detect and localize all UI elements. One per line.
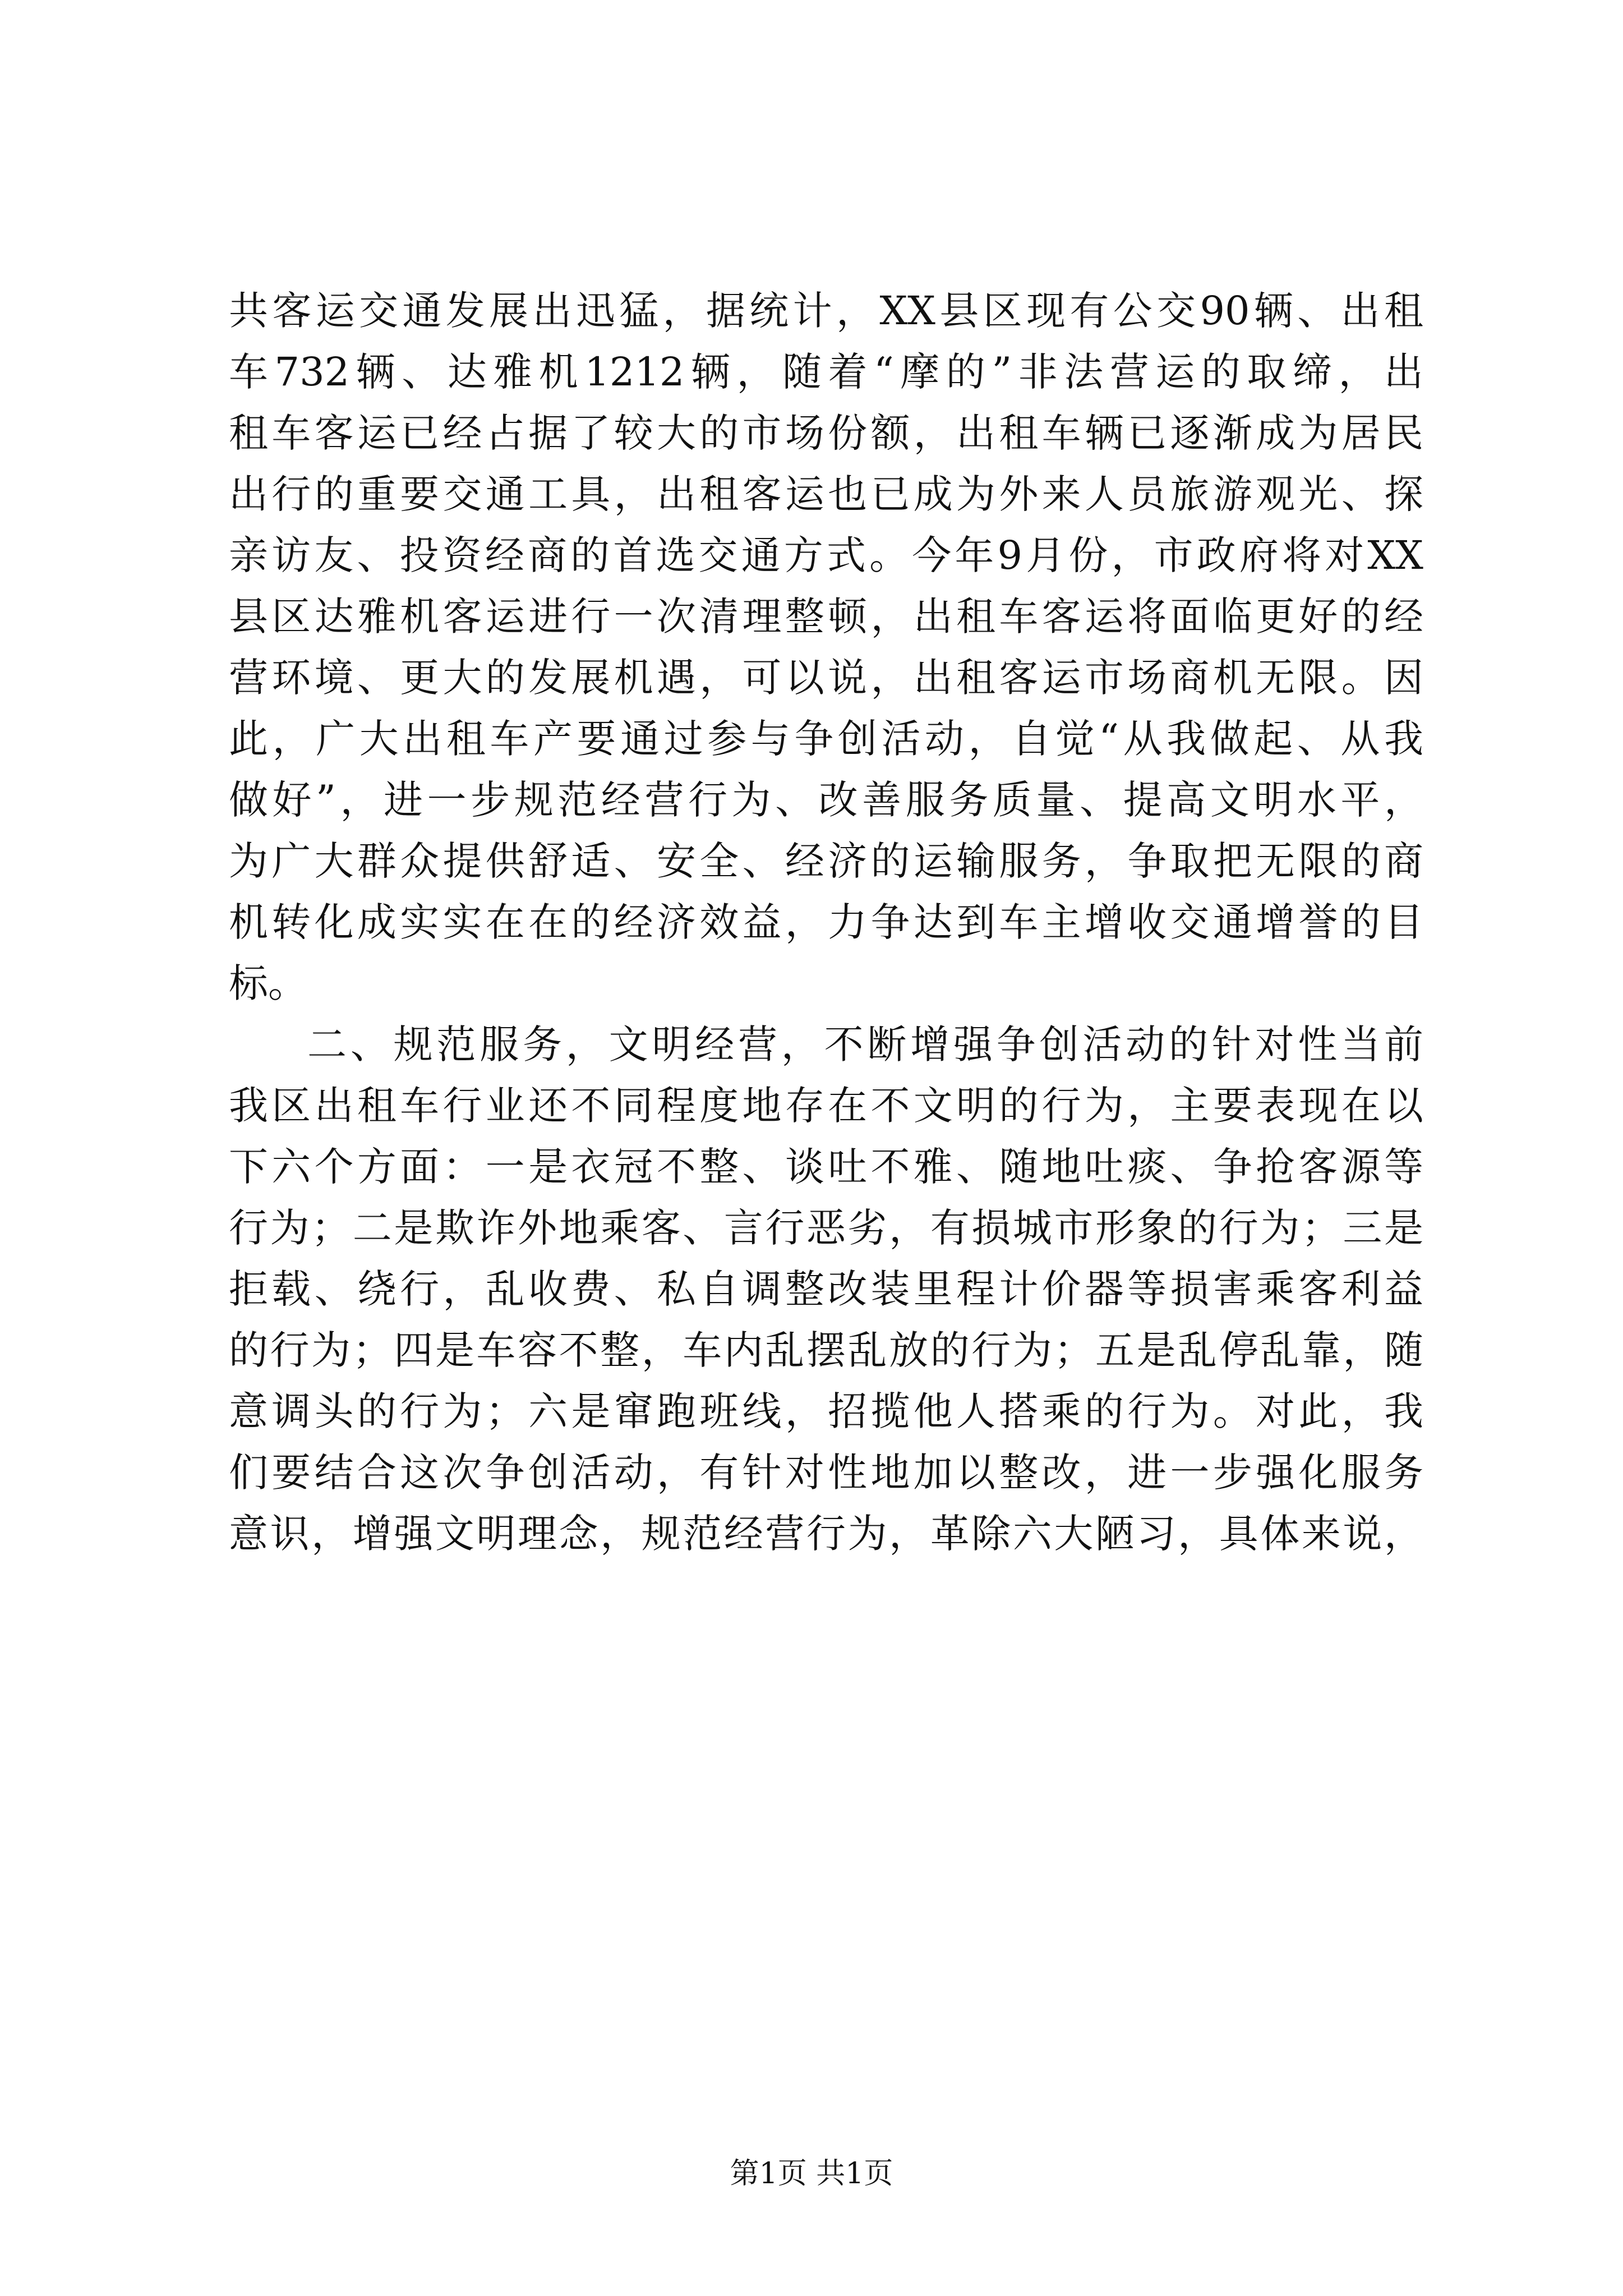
paragraph-1	[229, 280, 1423, 1014]
page-footer	[0, 2154, 1623, 2193]
text-line: 为广大群众提供舒适、安全、经济的运输服务，争取把无限的商	[229, 838, 1423, 884]
text-line: 亲访友、投资经商的首选交通方式。今年9月份，市政府将对XX	[229, 532, 1423, 578]
text-line: 二、规范服务，文明经营，不断增强争创活动的针对性当前	[307, 1022, 1423, 1068]
text-line: 我区出租车行业还不同程度地存在不文明的行为，主要表现在以	[229, 1083, 1423, 1129]
text-line: 做好”，进一步规范经营行为、改善服务质量、提高文明水平，	[229, 777, 1423, 823]
text-line: 县区达雅机客运进行一次清理整顿，出租车客运将面临更好的经	[229, 593, 1423, 639]
text-line: 标。	[229, 960, 307, 1006]
text-line: 的行为；四是车容不整，车内乱摆乱放的行为；五是乱停乱靠，随	[229, 1327, 1423, 1373]
text-line: 拒载、绕行，乱收费、私自调整改装里程计价器等损害乘客利益	[229, 1266, 1423, 1312]
text-line: 车732辆、达雅机1212辆，随着“摩的”非法营运的取缔，出	[229, 349, 1423, 395]
text-line: 营环境、更大的发展机遇，可以说，出租客运市场商机无限。因	[229, 655, 1423, 701]
document-body	[229, 280, 1423, 1565]
text-line: 意识，增强文明理念，规范经营行为，革除六大陋习，具体来说，	[229, 1511, 1423, 1557]
text-line: 们要结合这次争创活动，有针对性地加以整改，进一步强化服务	[229, 1450, 1423, 1496]
text-line: 租车客运已经占据了较大的市场份额，出租车辆已逐渐成为居民	[229, 410, 1423, 456]
page-number-label: 第1页 共1页	[730, 2157, 893, 2191]
paragraph-2	[229, 1014, 1423, 1565]
text-line: 机转化成实实在在的经济效益，力争达到车主增收交通增誉的目	[229, 899, 1423, 945]
text-line: 共客运交通发展出迅猛，据统计，XX县区现有公交90辆、出租	[229, 288, 1423, 334]
text-line: 此，广大出租车产要通过参与争创活动，自觉“从我做起、从我	[229, 716, 1423, 762]
text-line: 下六个方面：一是衣冠不整、谈吐不雅、随地吐痰、争抢客源等	[229, 1144, 1423, 1190]
text-line: 行为；二是欺诈外地乘客、言行恶劣，有损城市形象的行为；三是	[229, 1205, 1423, 1251]
text-line: 出行的重要交通工具，出租客运也已成为外来人员旅游观光、探	[229, 471, 1423, 517]
text-line: 意调头的行为；六是窜跑班线，招揽他人搭乘的行为。对此，我	[229, 1388, 1423, 1434]
